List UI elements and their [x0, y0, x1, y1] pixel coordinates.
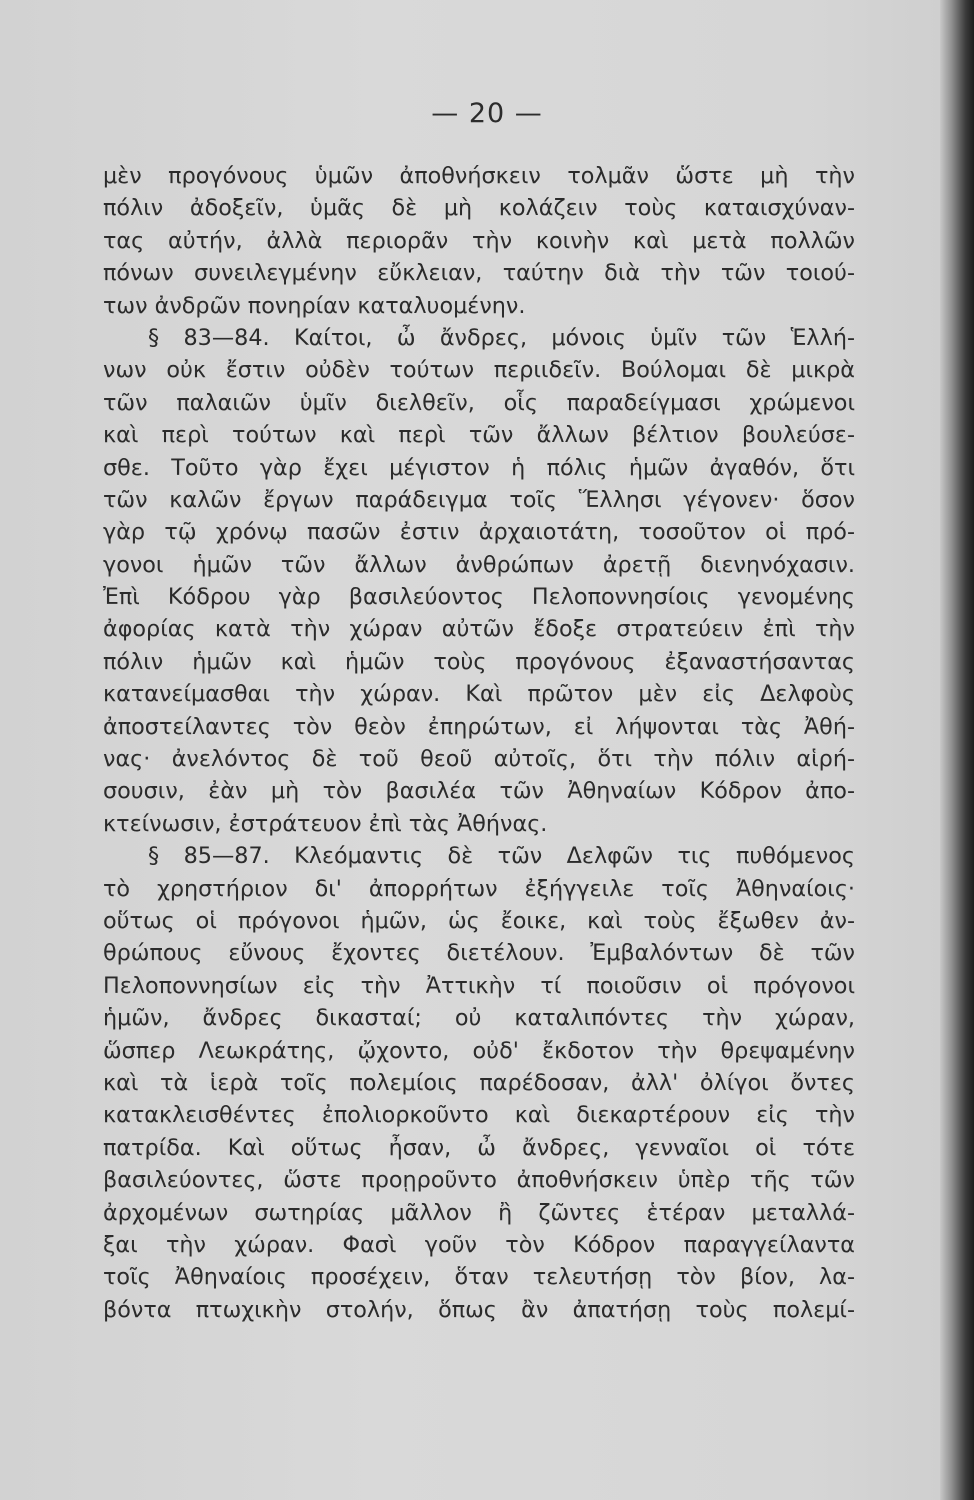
text-line: τας αὐτήν, ἀλλὰ περιορᾶν τὴν κοινὴν καὶ μετὰ πολλῶν	[103, 227, 855, 254]
text-line: καὶ περὶ τούτων καὶ περὶ τῶν ἄλλων βέλτιον βουλεύσε-	[103, 422, 855, 449]
text-line: Ἐπὶ Κόδρου γὰρ βασιλεύοντος Πελοποννησίοις γενομένης	[103, 584, 855, 611]
text-line: ἀρχομένων σωτηρίας μᾶλλον ἢ ζῶντες ἑτέραν μεταλλά-	[103, 1199, 855, 1226]
text-line: γονοι ἡμῶν τῶν ἄλλων ἀνθρώπων ἀρετῇ διενηνόχασιν.	[103, 551, 855, 578]
text-line: νας· ἀνελόντος δὲ τοῦ θεοῦ αὐτοῖς, ὅτι τὴν πόλιν αἱρή-	[103, 746, 855, 773]
text-line: θρώπους εὔνους ἔχοντες διετέλουν. Ἐμβαλόντων δὲ τῶν	[103, 940, 855, 967]
text-line: βασιλεύοντες, ὥστε προῃροῦντο ἀποθνήσκειν ὑπὲρ τῆς τῶν	[103, 1167, 855, 1194]
text-line: ξαι τὴν χώραν. Φασὶ γοῦν τὸν Κόδρον παραγγείλαντα	[103, 1231, 855, 1258]
text-line: σουσιν, ἐὰν μὴ τὸν βασιλέα τῶν Ἀθηναίων Κόδρον ἀπο-	[103, 778, 855, 805]
text-line: ἡμῶν, ἄνδρες δικασταί; οὐ καταλιπόντες τὴν χώραν,	[103, 1005, 855, 1032]
text-line: πόνων συνειλεγμένην εὔκλειαν, ταύτην διὰ τὴν τῶν τοιού-	[103, 260, 855, 287]
text-line: ὥσπερ Λεωκράτης, ᾤχοντο, οὐδ' ἔκδοτον τὴν θρεψαμένην	[103, 1037, 855, 1064]
page-number: — 20 —	[431, 98, 543, 129]
text-line: τὸ χρηστήριον δι' ἀπορρήτων ἐξήγγειλε τοῖς Ἀθηναίοις·	[103, 875, 855, 902]
book-spine-shadow	[940, 0, 974, 1500]
text-line: μὲν προγόνους ὑμῶν ἀποθνήσκειν τολμᾶν ὥστε μὴ τὴν	[103, 163, 855, 189]
body-text	[103, 160, 855, 1326]
text-line: νων οὐκ ἔστιν οὐδὲν τούτων περιιδεῖν. Βούλομαι δὲ μικρὰ	[103, 357, 855, 384]
section-heading-line: § 85—87. Κλεόμαντις δὲ τῶν Δελφῶν τις πυθόμενος	[148, 843, 855, 870]
text-line: σθε. Τοῦτο γὰρ ἔχει μέγιστον ἡ πόλις ἡμῶν ἀγαθόν, ὅτι	[103, 454, 855, 481]
text-line: κατανείμασθαι τὴν χώραν. Καὶ πρῶτον μὲν εἰς Δελφοὺς	[103, 681, 855, 708]
text-line: πόλιν ἡμῶν καὶ ἡμῶν τοὺς προγόνους ἐξαναστήσαντας	[103, 648, 855, 675]
text-line: βόντα πτωχικὴν στολήν, ὅπως ἂν ἀπατήσῃ τοὺς πολεμί-	[103, 1296, 855, 1323]
text-line: γὰρ τῷ χρόνῳ πασῶν ἐστιν ἀρχαιοτάτη, τοσοῦτον οἱ πρό-	[103, 519, 855, 546]
text-line: τοῖς Ἀθηναίοις προσέχειν, ὅταν τελευτήσῃ τὸν βίον, λα-	[103, 1264, 855, 1291]
text-line: τῶν καλῶν ἔργων παράδειγμα τοῖς Ἕλλησι γέγονεν· ὅσον	[103, 486, 855, 513]
text-line: πόλιν ἀδοξεῖν, ὑμᾶς δὲ μὴ κολάζειν τοὺς καταισχύναν-	[103, 195, 855, 222]
text-line: Πελοποννησίων εἰς τὴν Ἀττικὴν τί ποιοῦσιν οἱ πρόγονοι	[103, 972, 855, 999]
text-line: πατρίδα. Καὶ οὕτως ἦσαν, ὦ ἄνδρες, γενναῖοι οἱ τότε	[103, 1134, 855, 1161]
text-line: οὕτως οἱ πρόγονοι ἡμῶν, ὡς ἔοικε, καὶ τοὺς ἔξωθεν ἀν-	[103, 907, 855, 934]
text-line: ἀφορίας κατὰ τὴν χώραν αὐτῶν ἔδοξε στρατεύειν ἐπὶ τὴν	[103, 616, 855, 643]
text-line: κατακλεισθέντες ἐπολιορκοῦντο καὶ διεκαρτέρουν εἰς τὴν	[103, 1102, 855, 1129]
text-line: κτείνωσιν, ἐστράτευον ἐπὶ τὰς Ἀθήνας.	[103, 810, 548, 837]
section-heading-line: § 83—84. Καίτοι, ὦ ἄνδρες, μόνοις ὑμῖν τῶν Ἑλλή-	[148, 324, 855, 351]
text-line: των ἀνδρῶν πονηρίαν καταλυομένην.	[103, 292, 526, 319]
text-line: τῶν παλαιῶν ὑμῖν διελθεῖν, οἷς παραδείγμασι χρώμενοι	[103, 389, 855, 416]
text-line: καὶ τὰ ἱερὰ τοῖς πολεμίοις παρέδοσαν, ἀλλ' ὀλίγοι ὄντες	[103, 1069, 855, 1096]
text-line: ἀποστείλαντες τὸν θεὸν ἐπηρώτων, εἰ λήψονται τὰς Ἀθή-	[103, 713, 855, 740]
